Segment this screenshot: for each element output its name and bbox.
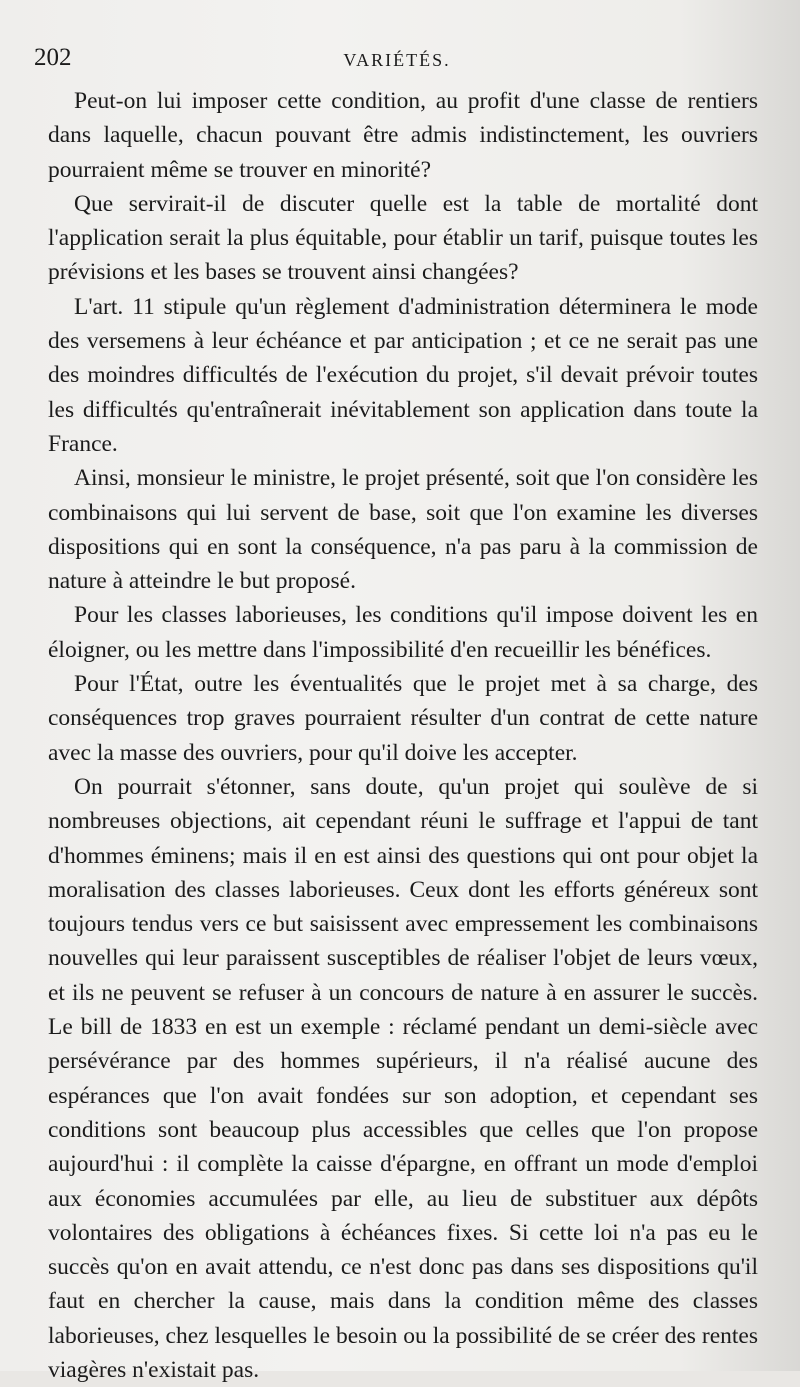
paragraph: Que servirait-il de discuter quelle est la table de mortalité dont l'application serait la plus équitable, pour établir un tarif, puisque toutes les prévisions et les bases se trouvent ainsi changées? <box>48 190 758 286</box>
page-header <box>34 44 760 78</box>
running-title: VARIÉTÉS. <box>343 50 451 70</box>
body-text <box>48 84 758 1387</box>
paragraph: Peut-on lui imposer cette condition, au profit d'une classe de rentiers dans laquelle, chacun pouvant être admis indistinctement, les ouvriers pourraient même se trouver en minorité? <box>48 88 758 183</box>
paragraph: Pour l'État, outre les éventualités que le projet met à sa charge, des conséquences trop graves pourraient résulter d'un contrat de cette nature avec la masse des ouvriers, pour qu'il doive les accepter. <box>48 671 758 766</box>
paragraph: On pourrait s'étonner, sans doute, qu'un projet qui soulève de si nombreuses objections, ait cependant réuni le suffrage et l'appui de tant d'hommes éminens; mais il en est ainsi des questions qui ont pour objet la moralisation des classes laborieuses. Ceux dont les efforts généreux sont toujours tendus vers ce but saisissent avec empressement les combinaisons nouvelles qui leur paraissent susceptibles de réaliser l'objet de leurs vœux, et ils ne peuvent se refuser à un concours de nature à en assurer le succès. Le bill de 1833 en est un exemple : réclamé pendant un demi-siècle avec persévérance par des hommes supérieurs, il n'a réalisé aucune des espérances que l'on avait fondées sur son adoption, et cependant ses conditions sont beaucoup plus accessibles que celles que l'on propose aujourd'hui : il complète la caisse d'épargne, en offrant un mode d'emploi aux économies accumulées par elle, au lieu de substituer aux dépôts volontaires des obligations à échéances fixes. Si cette loi n'a pas eu le succès qu'on en avait attendu, ce n'est donc pas dans ses dispositions qu'il faut en chercher la cause, mais dans la condition même des classes laborieuses, chez lesquelles le besoin ou la possibilité de se créer des rentes viagères n'existait pas. <box>48 773 758 1383</box>
paragraph: L'art. 11 stipule qu'un règlement d'administration déterminera le mode des versemens à leur échéance et par anticipation ; et ce ne serait pas une des moindres difficultés de l'exécution du projet, s'il devait prévoir toutes les difficultés qu'entraînerait inévitablement son application dans toute la France. <box>48 293 758 457</box>
page-number: 202 <box>34 44 72 71</box>
paragraph: Pour les classes laborieuses, les conditions qu'il impose doivent les en éloigner, ou les mettre dans l'impossibilité d'en recueillir les bénéfices. <box>48 602 758 663</box>
paragraph: Ainsi, monsieur le ministre, le projet présenté, soit que l'on considère les combinaisons qui lui servent de base, soit que l'on examine les diverses dispositions qui en sont la conséquence, n'a pas paru à la commission de nature à atteindre le but proposé. <box>48 465 758 595</box>
